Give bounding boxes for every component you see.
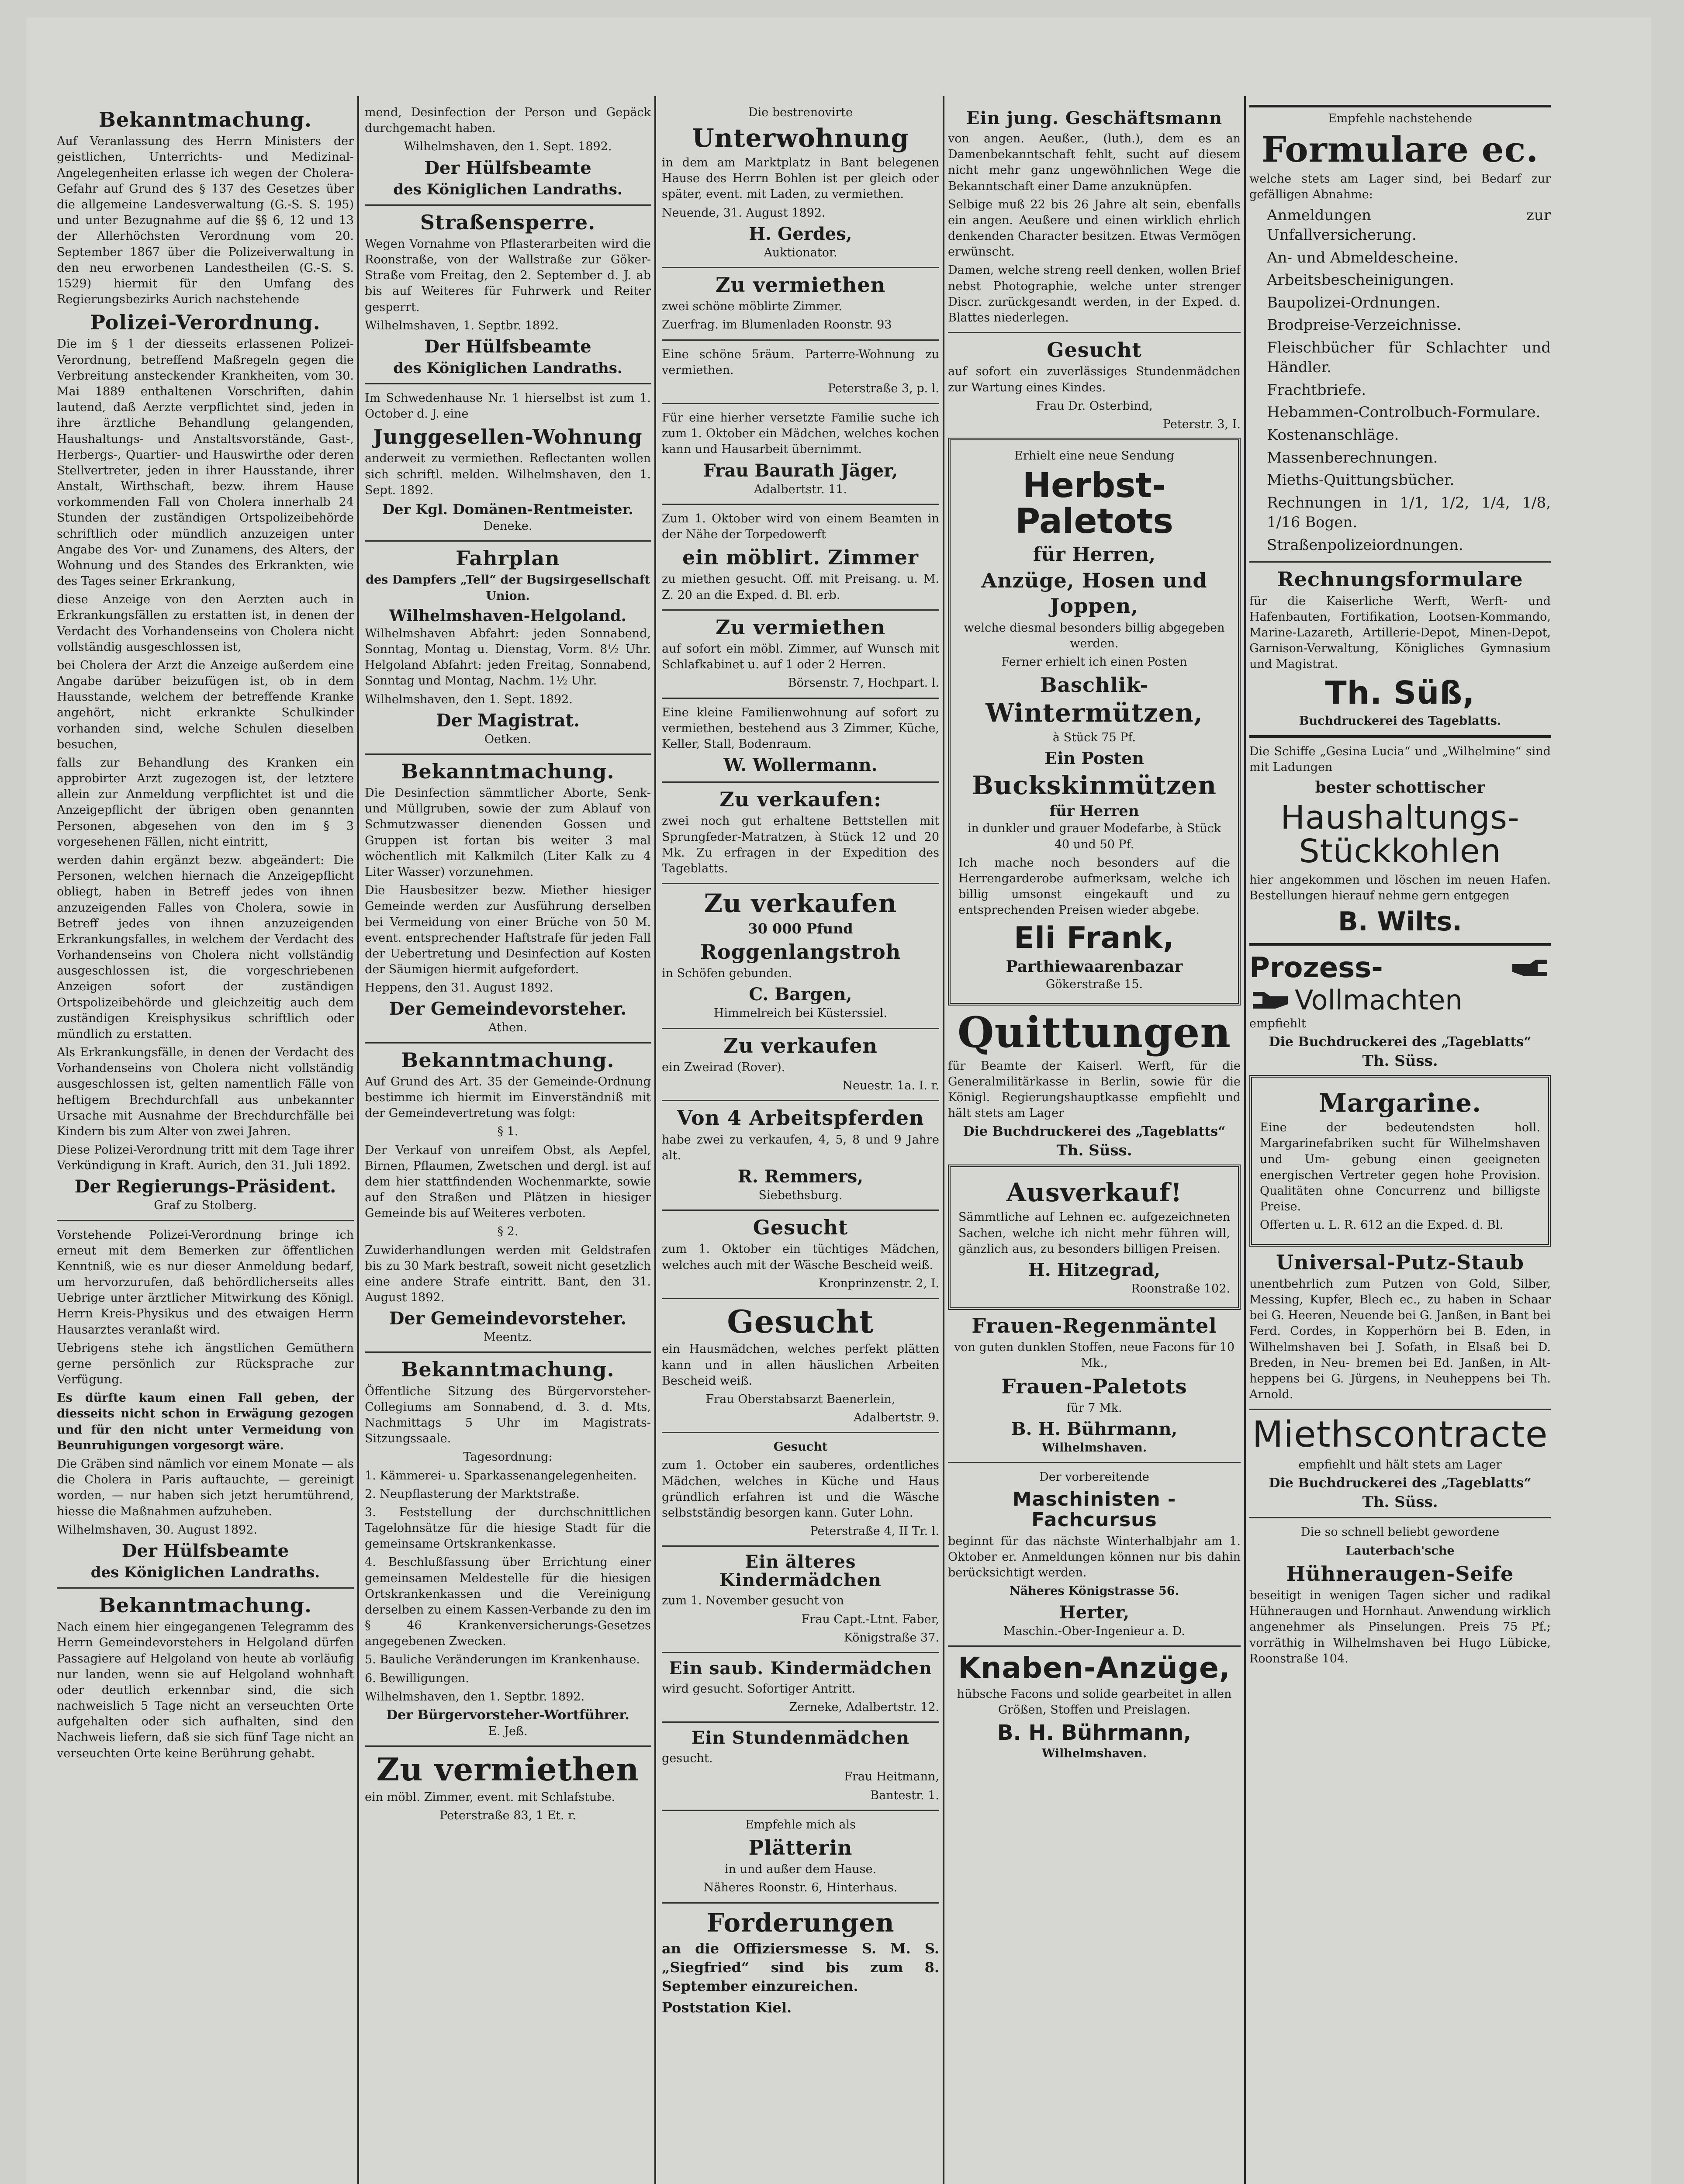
agenda-label: Tagesordnung: [463, 1450, 553, 1464]
headline: Unterwohnung [692, 123, 909, 153]
headline: Gesucht [727, 1303, 874, 1340]
agenda-item: 2. Neupflasterung der Marktstraße. [365, 1487, 580, 1501]
body-text: in Schöfen gebunden. [662, 967, 792, 981]
headline: Quittungen [957, 1007, 1231, 1057]
signature-name: E. Jeß. [488, 1724, 528, 1738]
body-text: von angen. Aeußer., (luth.), dem es an Damenbekanntschaft fehlt, sucht auf diesem nicht mehr ganz ungewöhnlichen Wege die Bekanntschaft einer Dame anzuknüpfen. [948, 132, 1241, 193]
headline: Maschinisten - Fachcursus [1012, 1488, 1176, 1531]
address: Börsenstr. 7, Hochpart. l. [788, 676, 939, 690]
column-2 [365, 105, 651, 2184]
ad-line: für Herren, [1033, 543, 1156, 566]
separator [662, 1298, 939, 1299]
signature: Der Gemeindevorsteher. [389, 1308, 627, 1329]
signature-name: Maschin.-Ober-Ingenieur a. D. [1003, 1624, 1185, 1638]
column-5 [1249, 105, 1551, 2184]
separator [662, 339, 939, 341]
signature: H. Hitzegrad, [1028, 1259, 1161, 1280]
signature-name: Oetken. [484, 732, 532, 746]
ad-line: Wintermützen, [985, 698, 1203, 728]
signature-name: Siebethsburg. [758, 1188, 843, 1202]
signature: des Königlichen Landraths. [393, 180, 622, 198]
body-text: unentbehrlich zum Putzen von Gold, Silber, Messing, Kupfer, Blech ec., zu haben in Schaar bei G. Heeren, Neuende bei G. Janßen, in Bant bei Ferd. Cordes, in Kopperhörn bei B. Eden, in Wilhelmshaven bei J. Sofath, in Elsaß bei D. Breden, in Neu- bremen bei Ed. Janßen, in Alt- heppens bei G. Jürgens, in Neuheppens bei Th. Arnold. [1249, 1277, 1551, 1402]
headline: Hühneraugen-Seife [1286, 1562, 1514, 1586]
body-text: mend, Desinfection der Person und Gepäck durchgemacht haben. [365, 106, 651, 135]
headline: Margarine. [1318, 1088, 1482, 1118]
headline: Zu verkaufen: [719, 788, 882, 812]
body-text: für 7 Mk. [1066, 1401, 1122, 1415]
body-text: zum 1. October ein sauberes, ordentliches Mädchen, welches in Küche und Haus gründlich erfahren ist und die Wäsche selbstständig besorgen kann. Guter Lohn. [662, 1458, 939, 1520]
column-rule [357, 96, 359, 2184]
separator [1249, 1517, 1551, 1518]
signature: W. Wollermann. [723, 755, 878, 776]
body-text: bei Cholera der Arzt die Anzeige außerdem eine Angabe darüber beizufügen ist, ob in dem Hausstande, welchem der betreffende Kranke angehört, nicht erkrankte Schulkinder vorhanden sind, welche Schulen dieselben besuchen, [57, 658, 354, 751]
signature: H. Gerdes, [749, 223, 852, 244]
signature: Der Regierungs-Präsident. [74, 1176, 336, 1197]
body-text: hier angekommen und löschen im neuen Hafen. Bestellungen hierauf nehme gern entgegen [1249, 873, 1551, 903]
separator [365, 1351, 651, 1353]
address: Peterstraße 83, 1 Et. r. [439, 1808, 576, 1822]
body-text: welche stets am Lager sind, bei Bedarf zur gefälligen Abnahme: [1249, 172, 1551, 202]
body-text: Die Hausbesitzer bezw. Miether hiesiger Gemeinde werden zur Ausführung derselben bei Vermeidung von einer Brüche von 50 M. event. entsprechender Haftstrafe für jeden Fall der Uebertretung und Desinfection auf Kosten der Säumigen hiermit aufgefordert. [365, 884, 651, 977]
date-line: Wilhelmshaven, den 1. Sept. 1892. [365, 692, 573, 706]
body-text: Empfehle mich als [745, 1818, 856, 1832]
headline: Gesucht [1047, 338, 1142, 362]
column-1 [57, 105, 354, 2184]
body-text: des Dampfers „Tell“ der Bugsirgesellschaft Union. [366, 573, 650, 603]
body-text: Öffentliche Sitzung des Bürgervorsteher-Collegiums am Sonnabend, d. 3. d. Mts, Nachmittags 5 Uhr im Magistrats-Sitzungssaale. [365, 1384, 651, 1446]
separator [1249, 105, 1551, 107]
body-text: Ich mache noch besonders auf die Herrengarderobe aufmerksam, welche ich billig umsonst eingekauft und zu entsprechenden Preisen wieder abgebe. [958, 856, 1230, 917]
body-text: habe zwei zu verkaufen, 4, 5, 8 und 9 Jahre alt. [662, 1133, 939, 1162]
headline: Bekanntmachung. [99, 108, 312, 131]
newspaper-page [26, 17, 1651, 2184]
pointing-hand-icon [1511, 958, 1551, 978]
address: Gökerstraße 15. [1045, 977, 1143, 991]
body-text: Für eine hierher versetzte Familie suche ich zum 1. Oktober ein Mädchen, welches kochen kann und Hausarbeit übernimmt. [662, 411, 939, 456]
body-text: in und außer dem Hause. [724, 1863, 877, 1876]
body-text: falls zur Behandlung des Kranken ein approbirter Arzt zugezogen ist, der letztere allein zur Anmeldung verpflichtet ist und die Anzeigepflicht der übrigen oben genannten Personen, abgesehen von den im § 3 vorgesehenen Fällen, nicht eintritt, [57, 756, 354, 849]
signature-name: Graf zu Stolberg. [154, 1199, 257, 1213]
headline: Zu vermiethen [715, 273, 886, 297]
address: Roonstraße 102. [1131, 1282, 1230, 1296]
headline: Roggenlangstroh [700, 940, 901, 964]
separator [57, 1587, 354, 1589]
section-mark: § 1. [497, 1125, 519, 1139]
body-text: Es dürfte kaum einen Fall geben, der diesseits nicht schon in Erwägung gezogen und für den nicht unter Vermeidung von Beunruhigungen vorgesorgt wäre. [57, 1391, 354, 1452]
body-text: Der Verkauf von unreifem Obst, als Aepfel, Birnen, Pflaumen, Zwetschen und dergl. ist auf dem hier stattfindenden Wochenmarkte, sowie auf den Straßen und Plätzen in hiesiger Gemeinde bis auf Weiteres verboten. [365, 1143, 651, 1220]
separator [662, 1432, 939, 1433]
date-line: Wilhelmshaven, den 1. Sept. 1892. [404, 140, 612, 154]
list-item: Mieths-Quittungsbücher. [1267, 471, 1455, 489]
body-text: in dunkler und grauer Modefarbe, à Stück 40 und 50 Pf. [967, 822, 1221, 851]
signature: Der Hülfsbeamte [121, 1540, 289, 1561]
body-text: Näheres Königstrasse 56. [1010, 1584, 1179, 1598]
body-text: Die Gräben sind nämlich vor einem Monate — als die Cholera in Paris auftauchte, — gereinigt worden, — nur haben sich jetzt herumtührend, hiesse die Maßnahmen aufzuheben. [57, 1457, 354, 1518]
signature: Der Kgl. Domänen-Rentmeister. [382, 501, 633, 518]
headline: Bekanntmachung. [401, 1358, 615, 1382]
separator [662, 1810, 939, 1811]
list-item: Straßenpolizeiordnungen. [1267, 536, 1463, 554]
signature-name: Th. Süss. [1362, 1052, 1438, 1070]
ad-line: Ein Posten [1044, 748, 1144, 768]
body-text: Empfehle nachstehende [1328, 112, 1472, 125]
headline: Rechnungsformulare [1277, 567, 1523, 591]
body-text: Die bestrenovirte [748, 106, 853, 119]
body-text: für Beamte der Kaiserl. Werft, für die Generalmilitärkasse in Berlin, sowie für die Königl. Regierungshauptkasse empfiehlt und hält stets am Lager [948, 1059, 1241, 1120]
body-text: Damen, welche streng reell denken, wollen Brief nebst Photographie, welche unter strenger Discr. zurückgesandt werden, in der Exped. d. Blattes niederlegen. [948, 263, 1241, 325]
address: Zuerfrag. im Blumenladen Roonstr. 93 [662, 318, 892, 332]
headline: Zu vermiethen [376, 1751, 640, 1788]
address: Neuestr. 1a. I. r. [842, 1079, 939, 1093]
body-text: Zum 1. Oktober wird von einem Beamten in der Nähe der Torpedowerft [662, 511, 939, 541]
date-line: Wilhelmshaven, den 1. Septbr. 1892. [365, 1690, 585, 1704]
signature-name: Meentz. [484, 1330, 532, 1344]
body-text: an die Offiziersmesse S. M. S. „Siegfried“ sind bis zum 8. September einzureichen. [662, 1940, 939, 1995]
headline: Polizei-Verordnung. [90, 311, 321, 335]
separator [365, 753, 651, 755]
headline: Bekanntmachung. [401, 759, 615, 783]
headline: Zu verkaufen [704, 888, 897, 919]
agenda-item: 4. Beschlußfassung über Errichtung einer gemeinsamen Meldestelle für die hiesigen Ortskrankenkassen und die Vereinigung derselben zu einem Kassen-Verbande zu den im § 46 Krankenversicherungs-Gesetzes angegebenen Zwecken. [365, 1555, 651, 1648]
separator [365, 204, 651, 206]
agenda-item: 6. Bewilligungen. [365, 1671, 470, 1685]
list-item: Arbeitsbescheinigungen. [1267, 271, 1454, 289]
body-text: Offerten u. L. R. 612 an die Exped. d. Bl. [1260, 1218, 1503, 1232]
signature-name: Auktionator. [764, 245, 837, 259]
ad-line: Joppen, [1050, 594, 1139, 618]
address: Adalbertstr. 9. [853, 1411, 939, 1425]
headline: Haushaltungs-Stückkohlen [1280, 798, 1520, 871]
separator [662, 609, 939, 611]
signature: Frau Oberstabsarzt Baenerlein, [705, 1392, 896, 1406]
address: Peterstr. 3, I. [1162, 417, 1241, 431]
ad-box-ausverkauf [948, 1165, 1241, 1310]
body-text: Die Schiffe „Gesina Lucia“ und „Wilhelmine“ sind mit Ladungen [1249, 745, 1551, 774]
body-text: Auf Grund des Art. 35 der Gemeinde-Ordnung bestimme ich hiermit im Einverständniß mit der Gemeindevertretung was folgt: [365, 1075, 651, 1120]
body-text: Erhielt eine neue Sendung [1014, 449, 1174, 463]
headline: Zu verkaufen [723, 1033, 878, 1057]
date-line: Neuende, 31. August 1892. [662, 206, 826, 220]
body-text: Im Schwedenhause Nr. 1 hierselbst ist zum 1. October d. J. eine [365, 391, 651, 421]
column-rule [654, 96, 656, 2184]
body-text: beseitigt in wenigen Tagen sicher und radikal Hühneraugen und Hornhaut. Anwendung wirklich angenehmer als Pinselungen. Preis 75 Pf.; vorräthig in Wilhelmshaven bei Hugo Lübicke, Roonstraße 104. [1249, 1589, 1551, 1666]
signature-name: Wilhelmshaven. [1041, 1747, 1147, 1761]
headline: Gesucht [773, 1440, 828, 1454]
address: Bantestr. 1. [870, 1788, 939, 1802]
signature: Zerneke, Adalbertstr. 12. [789, 1700, 939, 1714]
body-text: Die Desinfection sämmtlicher Aborte, Senk- und Müllgruben, sowie der zum Ablauf von Schmutzwasser dienenden Gossen und Gruppen ist fortan bis weiter 3 mal wöchentlich mit Kalkmilch (Liter Kalk zu 4 Liter Wasser) vorzunehmen. [365, 786, 651, 879]
address: Kronprinzenstr. 2, I. [819, 1276, 939, 1290]
subheadline: bester schottischer [1315, 778, 1485, 797]
headline: Forderungen [706, 1908, 895, 1938]
quantity: 30 000 Pfund [748, 920, 853, 937]
list-item: Massenberechnungen. [1267, 449, 1438, 467]
pointing-hand-icon [1249, 990, 1289, 1010]
headline: Ein älteres Kindermädchen [719, 1552, 882, 1591]
ad-box-margarine [1249, 1075, 1551, 1246]
headline: Zu vermiethen [715, 615, 886, 639]
separator [365, 1745, 651, 1747]
body-text: Sämmtliche auf Lehnen ec. aufgezeichneten Sachen, welche ich nicht mehr führen will, gänzlich aus, zu besonders billigen Preisen. [958, 1210, 1230, 1256]
signature: Die Buchdruckerei des „Tageblatts“ [1269, 1476, 1532, 1491]
body-text: Die im § 1 der diesseits erlassenen Polizei-Verordnung, betreffend Maßregeln gegen die Verbreitung ansteckender Krankheiten, vom 30. Mai 1889 enthaltenen Vorschriften, dahin lautend, daß Aerzte verpflichtet sind, jeden in ihre ärztliche Behandlung gelangenden, Haushaltungs- und Anstaltsvorstände, Gast-, Herbergs-, Quartier- und Hauswirthe oder deren Stellvertreter, jeden in ihrer Hausstande, ihrer Anstalt, Wirthschaft, bezw. ihrem Hause vorkommenden Fall von Cholera innerhalb 24 Stunden der zuständigen Ortspolizeibehörde schriftlich oder mündlich anzuzeigen unter Angabe des Vor- und Zunamens, des Alters, der Wohnung und des Standes des Erkrankten, wie des Tages seiner Erkrankung, [57, 337, 354, 588]
headline: Junggesellen-Wohnung [373, 425, 643, 449]
headline: Ausverkauf! [1006, 1178, 1183, 1208]
ad-line: Buckskinmützen [972, 771, 1217, 801]
body-text: in dem am Marktplatz in Bant belegenen Hause des Herrn Bohlen ist per gleich oder später, event. mit Laden, zu vermiethen. [662, 156, 939, 201]
body-text: zu miethen gesucht. Off. mit Preisang. u. M. Z. 20 an die Exped. d. Bl. erb. [662, 572, 939, 602]
body-text: diese Anzeige von den Aerzten auch in Erkrankungsfällen zu erstatten ist, in denen der Verdacht des Vorhandenseins von Cholera nicht vollständig ausgeschlossen ist, [57, 593, 354, 654]
body-text: Zuwiderhandlungen werden mit Geldstrafen bis zu 30 Mark bestraft, soweit nicht gesetzlich eine andere Strafe eintritt. Bant, den 31. August 1892. [365, 1243, 651, 1305]
headline: Ein saub. Kindermädchen [669, 1658, 932, 1679]
signature: des Königlichen Landraths. [90, 1563, 320, 1581]
body-text: Der vorbereitende [1039, 1470, 1149, 1484]
body-text: Eine der bedeutendsten holl. Margarinefabriken sucht für Wilhelmshaven und Um- gebung einen geeigneten energischen Vertreter gegen hohe Provision. Qualitäten ohne Concurrenz und billigste Preise. [1260, 1121, 1540, 1214]
headline: Ein jung. Geschäftsmann [966, 108, 1223, 128]
body-text: ein Zweirad (Rover). [662, 1060, 785, 1074]
headline: Von 4 Arbeitspferden [677, 1106, 924, 1130]
signature-name: Deneke. [483, 519, 533, 533]
separator [1249, 561, 1551, 563]
signature: Der Hülfsbeamte [424, 336, 591, 357]
body-text: Wegen Vornahme von Pflasterarbeiten wird die Roonstraße, von der Wallstraße zur Göker-Straße vom Freitag, den 2. September d. J. ab bis auf Weiteres für Fuhrwerk und Reiter gesperrt. [365, 237, 651, 314]
ad-box-eli-frank [948, 438, 1241, 1006]
body-text: gesucht. [662, 1752, 713, 1766]
separator [662, 1209, 939, 1211]
headline: Vollmachten [1295, 984, 1463, 1016]
headline: Universal-Putz-Staub [1276, 1250, 1524, 1274]
signature-name: Th. Süss. [1056, 1142, 1132, 1160]
body-text: Die so schnell beliebt gewordene [1300, 1525, 1500, 1539]
separator [57, 1220, 354, 1221]
list-item: Anmeldungen zur Unfallversicherung. [1267, 206, 1551, 244]
body-text: ein möbl. Zimmer, event. mit Schlafstube. [365, 1790, 616, 1804]
body-text: auf sofort ein möbl. Zimmer, auf Wunsch mit Schlafkabinet u. auf 1 oder 2 Herren. [662, 642, 939, 672]
signature: Der Gemeindevorsteher. [389, 999, 627, 1019]
price: à Stück 75 Pf. [1052, 731, 1136, 745]
separator [662, 1721, 939, 1723]
separator [662, 781, 939, 783]
body-text: ein Hausmädchen, welches perfekt plätten kann und in allen häuslichen Arbeiten Bescheid weiß. [662, 1342, 939, 1388]
ad-line: Anzüge, Hosen und [981, 569, 1207, 592]
separator [662, 1902, 939, 1904]
separator [1249, 1409, 1551, 1410]
signature: C. Bargen, [749, 984, 852, 1005]
list-item: Brodpreise-Verzeichnisse. [1267, 316, 1462, 334]
separator [662, 403, 939, 404]
body-text: auf sofort ein zuverlässiges Stundenmädchen zur Wartung eines Kindes. [948, 365, 1241, 394]
vollmachten-row [1249, 984, 1551, 1016]
column-rule [943, 96, 944, 2184]
separator [948, 332, 1241, 333]
signature: Der Bürgervorsteher-Wortführer. [386, 1707, 629, 1723]
column-rule [1244, 96, 1246, 2184]
body-text: Diese Polizei-Verordnung tritt mit dem Tage ihrer Verkündigung in Kraft. Aurich, den 31. Juli 1892. [57, 1143, 354, 1173]
headline: Plätterin [748, 1835, 853, 1859]
signature: B. Wilts. [1338, 906, 1462, 937]
signature-name: Parthiewaarenbazar [1006, 957, 1183, 976]
headline: Knaben-Anzüge, [958, 1651, 1231, 1685]
body-text: Nach einem hier eingegangenen Telegramm des Herrn Gemeindevorstehers in Helgoland dürfen Passagiere auf Helgoland von heute ab vorläufig nur landen, wenn sie auf Helgoland wohnhaft oder deutlich erkennbar sind, die sich nachweislich 5 Tage nicht an verseuchten Orte aufgehalten oder sich aufhalten, sind den Nachweis liefern, daß sie sich fünf Tage nicht an verseuchten Orte keine Berührung gehabt. [57, 1620, 354, 1760]
separator [365, 540, 651, 542]
body-text: Auf Veranlassung des Herrn Ministers der geistlichen, Unterrichts- und Medizinal-Angelegenheiten erlasse ich wegen der Cholera-Gefahr auf Grund des § 137 des Gesetzes über die allgemeine Landesverwaltung (G.-S. S. 195) und unter Bezugnahme auf die §§ 6, 12 und 13 der Allerhöchsten Verordnung vom 20. September 1867 über die Polizeiverwaltung in den neu erworbenen Landestheilen (G.-S. S. 1529) hiermit für den Umfang des Regierungsbezirks Aurich nachstehende [57, 135, 354, 307]
headline: Bekanntmachung. [99, 1593, 312, 1617]
signature: Der Magistrat. [436, 710, 580, 731]
body-text: werden dahin ergänzt bezw. abgeändert: Die Personen, welchen hiernach die Anzeigepflicht obliegt, haben in Betreff jedes von ihnen anzuzeigenden Falles von Cholera, sowie in Betreff jedes von ihnen anzuzeigenden Erkrankungsfalles, in welchem der Verdacht des Vorhandenseins von Cholera nicht vollständig ausgeschlossen ist, die vorgeschriebenen Anzeigen sofort der zuständigen Ortspolizeibehörde und gleichzeitig auch dem zuständigen Kreisphysikus schriftlich oder mündlich zu erstatten. [57, 853, 354, 1041]
body-text: Poststation Kiel. [662, 1999, 792, 2016]
body-text: zwei noch gut erhaltene Bettstellen mit Sprungfeder-Matratzen, à Stück 12 und 20 Mk. Zu erfragen in der Expedition des Tageblatts. [662, 814, 939, 875]
separator [662, 698, 939, 699]
signature-name: Athen. [488, 1021, 528, 1035]
date-line: Heppens, den 31. August 1892. [365, 981, 553, 995]
separator [662, 1100, 939, 1101]
address: Peterstraße 4, II Tr. l. [810, 1524, 939, 1538]
signature-name: Buchdruckerei des Tageblatts. [1299, 714, 1501, 728]
headline: Frauen-Regenmäntel [972, 1314, 1217, 1338]
agenda-item: 1. Kämmerei- u. Sparkassenangelegenheiten. [365, 1469, 637, 1482]
headline: Prozess- [1249, 952, 1383, 985]
separator [662, 267, 939, 268]
list-item: Fleischbücher für Schlachter und Händler. [1267, 339, 1551, 377]
list-item: Baupolizei-Ordnungen. [1267, 294, 1441, 311]
signature: Frau Capt.-Ltnt. Faber, [801, 1612, 939, 1626]
body-text: Lauterbach'sche [1345, 1544, 1455, 1558]
body-text: hübsche Facons und solide gearbeitet in allen Größen, Stoffen und Preislagen. [957, 1687, 1232, 1717]
body-text: Eine schöne 5räum. Parterre-Wohnung zu vermiethen. [662, 347, 939, 377]
signature-name: Adalbertstr. 11. [754, 482, 847, 496]
signature-name: Th. Süss. [1362, 1493, 1438, 1511]
body-text: Wilhelmshaven Abfahrt: jeden Sonnabend, Sonntag, Montag u. Dienstag, Vorm. 8½ Uhr. Helgoland Abfahrt: jeden Freitag, Sonnabend, Sonntag und Montag, Nachm. 1½ Uhr. [365, 626, 651, 688]
body-text: von guten dunklen Stoffen, neue Facons für 10 Mk., [954, 1341, 1235, 1370]
body-text: zum 1. Oktober ein tüchtiges Mädchen, welches auch mit der Wäsche Bescheid weiß. [662, 1242, 939, 1272]
signature-name: Himmelreich bei Küsterssiel. [713, 1006, 888, 1020]
separator [662, 1545, 939, 1547]
section-mark: § 2. [497, 1225, 519, 1239]
body-text: beginnt für das nächste Winterhalbjahr am 1. Oktober er. Anmeldungen können nur bis dahin berücksichtigt werden. [948, 1534, 1241, 1580]
column-3 [662, 105, 939, 2184]
headline: Gesucht [753, 1216, 848, 1240]
headline: Formulare ec. [1261, 129, 1539, 170]
separator [365, 1042, 651, 1044]
signature: B. H. Bührmann, [997, 1721, 1192, 1745]
signature: Frau Heitmann, [844, 1770, 939, 1784]
signature: Frau Baurath Jäger, [703, 460, 898, 481]
signature-name: Wilhelmshaven. [1041, 1441, 1147, 1455]
body-text: Eine kleine Familienwohnung auf sofort zu vermiethen, bestehend aus 3 Zimmer, Küche, Keller, Stall, Bodenraum. [662, 705, 939, 751]
signature: Frau Dr. Osterbind, [1036, 399, 1153, 413]
body-text: empfiehlt [1249, 1017, 1306, 1031]
separator [662, 504, 939, 505]
body-text: zwei schöne möblirte Zimmer. [662, 300, 842, 314]
separator [948, 1462, 1241, 1463]
agenda-item: 5. Bauliche Veränderungen im Krankenhause. [365, 1653, 640, 1667]
separator [662, 1652, 939, 1653]
body-text: Als Erkrankungsfälle, in denen der Verdacht des Vorhandenseins von Cholera nicht vollständig ausgeschlossen ist, gelten namentlich Fälle von heftigem Brechdurchfall aus unbekannter Ursache mit Ausnahme der Brechdurchfälle bei Kindern bis zum Alter von zwei Jahren. [57, 1046, 354, 1138]
list-item: Frachtbriefe. [1267, 381, 1366, 399]
signature: Die Buchdruckerei des „Tageblatts“ [1269, 1034, 1532, 1050]
signature: Der Hülfsbeamte [424, 157, 591, 178]
body-text: Uebrigens stehe ich ängstlichen Gemüthern gerne persönlich zur Rücksprache zur Verfügung. [57, 1341, 354, 1387]
address: Näheres Roonstr. 6, Hinterhaus. [703, 1881, 898, 1895]
body-text: Selbige muß 22 bis 26 Jahre alt sein, ebenfalls ein angen. Aeußere und einen wirklich ehrlich denkenden Character besitzen. Etwas Vermögen erwünscht. [948, 197, 1241, 259]
body-text: empfiehlt und hält stets am Lager [1298, 1458, 1502, 1472]
headline: ein möblirt. Zimmer [682, 546, 919, 570]
signature: Die Buchdruckerei des „Tageblatts“ [963, 1124, 1226, 1140]
date-line: Wilhelmshaven, 30. August 1892. [57, 1523, 257, 1537]
separator [662, 883, 939, 884]
separator [948, 1645, 1241, 1647]
date-line: Wilhelmshaven, 1. Septbr. 1892. [365, 318, 559, 332]
list-item: Hebammen-Controlbuch-Formulare. [1267, 404, 1541, 422]
signature: B. H. Bührmann, [1011, 1419, 1178, 1440]
headline: Herbst-Paletots [1015, 466, 1173, 542]
body-text: Vorstehende Polizei-Verordnung bringe ich erneut mit dem Bemerken zur öffentlichen Kenntniß, wie es nur dieser Anmeldung bedarf, um hervorzurufen, daß behördlicherseits alles Uebrige unter ärztlicher Mitwirkung des Königl. Herrn Kreis-Physikus und des etwaigen Herrn Hausarztes veranlaßt wird. [57, 1228, 354, 1337]
headline: Ein Stundenmädchen [692, 1728, 909, 1749]
separator [662, 1028, 939, 1029]
body-text: anderweit zu vermiethen. Reflectanten wollen sich schriftl. melden. Wilhelmshaven, den 1. Sept. 1892. [365, 452, 651, 497]
separator [365, 383, 651, 384]
body-text: für die Kaiserliche Werft, Werft- und Hafenbauten, Fortifikation, Lootsen-Kommando, Marine-Lazareth, Artillerie-Depot, Minen-Depot, Garnison-Verwaltung, Königliches Gymnasium und Magistrat. [1249, 594, 1551, 671]
signature: Eli Frank, [1014, 921, 1175, 956]
list-item: Kostenanschläge. [1267, 426, 1399, 444]
signature: R. Remmers, [737, 1166, 864, 1187]
list-item: Rechnungen in 1/1, 1/2, 1/4, 1/8, 1/16 Bogen. [1267, 494, 1551, 532]
column-4 [948, 105, 1241, 2184]
route-title: Wilhelmshaven-Helgoland. [389, 606, 627, 625]
body-text: wird gesucht. Sofortiger Antritt. [662, 1682, 856, 1696]
list-item: An- und Abmeldescheine. [1267, 249, 1459, 266]
headline: Straßensperre. [420, 210, 596, 234]
separator [1249, 735, 1551, 738]
headline: Bekanntmachung. [401, 1048, 615, 1072]
signature: des Königlichen Landraths. [393, 359, 622, 377]
ad-line: Baschlik- [1040, 673, 1149, 697]
headline: Frauen-Paletots [1001, 1374, 1187, 1398]
signature: Th. Süß, [1325, 674, 1475, 712]
separator [1249, 943, 1551, 946]
address: Königstraße 37. [844, 1631, 939, 1645]
ad-line: für Herren [1049, 802, 1139, 820]
agenda-item: 3. Feststellung der durchschnittlichen Tagelohnsätze für die hiesige Stadt für die gemeinsame Ortskrankenkasse. [365, 1505, 651, 1551]
body-text: zum 1. November gesucht von [662, 1594, 844, 1608]
address: Peterstraße 3, p. l. [828, 381, 939, 395]
body-text: Ferner erhielt ich einen Posten [1001, 655, 1187, 669]
headline: Fahrplan [456, 546, 560, 570]
signature: Herter, [1059, 1602, 1130, 1623]
body-text: welche diesmal besonders billig abgegeben werden. [964, 621, 1225, 650]
prozess-row [1249, 952, 1551, 984]
headline: Miethscontracte [1252, 1414, 1548, 1456]
